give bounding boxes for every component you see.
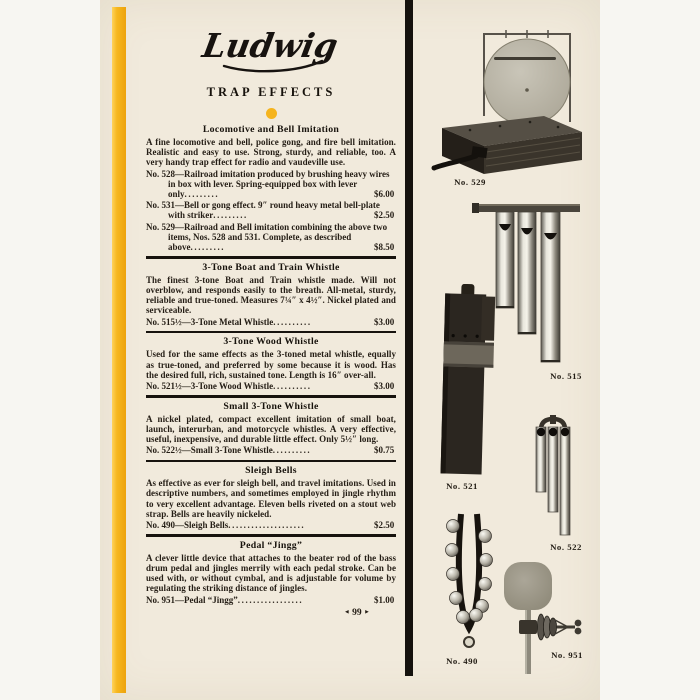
item-price: $2.50 — [374, 210, 395, 221]
item-label: No. 522½—Small 3-Tone Whistle — [146, 445, 273, 456]
text-column — [146, 22, 396, 618]
section-body: A nickel plated, compact excellent imitation of small boat, launch, interurban, and motorcycle whistles. A very effective, useful, inexpensive, and durable little effect. Only 5½″ long. — [146, 413, 396, 445]
item-price: $2.50 — [374, 520, 395, 531]
figure-caption-490: No. 490 — [446, 656, 478, 666]
leader-dots: ................. — [237, 594, 304, 605]
figure-caption-529: No. 529 — [454, 177, 486, 187]
section-locomotive-and-bell-imitation — [146, 124, 396, 259]
item-label: No. 521½—3-Tone Wood Whistle — [146, 381, 274, 392]
right-ornament: ► — [364, 609, 370, 616]
item-label: No. 529—Railroad and Bell imitation combining the above two items, Nos. 528 and 531. Complete, as described above — [146, 221, 388, 253]
catalog-item-951 — [146, 595, 396, 605]
page-footer — [146, 608, 396, 618]
section-3-tone-wood-whistle — [146, 336, 396, 397]
page-number: 99 — [352, 607, 362, 618]
section-pedal-jingg — [146, 540, 396, 605]
section-divider-rule — [146, 395, 396, 398]
wood-whistle-illustration — [436, 284, 496, 476]
item-price: $3.00 — [374, 316, 395, 327]
catalog-page — [100, 0, 600, 700]
section-body: A clever little device that attaches to the beater rod of the bass drum pedal and jingles merrily with each pedal stroke. Can be used with, or without cymbal, and is adjustable for volume by regulating the striking distance of jingles. — [146, 552, 396, 594]
leader-dots: ......... — [184, 189, 220, 200]
ludwig-logo-icon — [196, 22, 346, 78]
brand-header — [146, 22, 396, 80]
item-price: $0.75 — [374, 445, 395, 456]
section-body: The finest 3-tone Boat and Train whistle made. Will not overblow, and responds easily to the breath. All-metal, sturdy, reliable and true-toned. Measures 7¼″ x 4½″. Nickel plated and serviceable. — [146, 274, 396, 316]
figure-caption-951: No. 951 — [551, 650, 583, 660]
figure-521 — [436, 284, 496, 476]
leader-dots: .................... — [228, 520, 306, 531]
section-heading: 3-Tone Boat and Train Whistle — [202, 261, 340, 273]
section-heading: Pedal “Jingg” — [239, 539, 303, 551]
ludwig-logo-text: Ludwig — [199, 26, 341, 65]
figure-caption-522: No. 522 — [550, 542, 582, 552]
catalog-item-529 — [146, 222, 396, 253]
item-label: No. 531—Bell or gong effect. 9″ round heavy metal bell-plate with striker — [146, 200, 380, 221]
catalog-item-515 — [146, 317, 396, 327]
leader-dots: .......... — [273, 316, 312, 327]
section-body: As effective as ever for sleigh bell, and travel imitations. Used in descriptive numbers, and sometimes employed in jingle rhythm to very excellent advantage. Eleven bells riveted on a stout web strap. Bells are heavily nickeled. — [146, 478, 396, 519]
figure-caption-521: No. 521 — [446, 481, 478, 491]
section-body: A fine locomotive and bell, police gong, and fire bell imitation. Realistic and easy to use. Strong, sturdy, and reliable, too. A very handy trap effect for radio and vaudeville use. — [146, 137, 396, 168]
section-heading: Locomotive and Bell Imitation — [202, 124, 340, 135]
item-price: $8.50 — [374, 242, 395, 253]
section-divider-rule — [146, 534, 396, 537]
figure-caption-515: No. 515 — [550, 371, 582, 381]
page-title: TRAP EFFECTS — [206, 85, 336, 99]
left-ornament: ◄ — [343, 609, 350, 616]
figure-529 — [428, 24, 590, 176]
section-divider-rule — [146, 331, 396, 334]
section-sleigh-bells — [146, 465, 396, 537]
catalog-item-522 — [146, 445, 396, 455]
leader-dots: .......... — [272, 445, 312, 456]
figure-490 — [440, 510, 498, 658]
item-label: No. 490—Sleigh Bells — [146, 520, 229, 531]
section-small-3-tone-whistle — [146, 401, 396, 462]
section-divider-rule — [146, 256, 396, 259]
catalog-item-531 — [146, 200, 396, 220]
sleigh-bells-illustration — [440, 510, 498, 658]
catalog-item-490 — [146, 520, 396, 530]
small-whistle-illustration — [527, 414, 579, 540]
item-price: $3.00 — [374, 381, 395, 392]
catalog-item-528 — [146, 169, 396, 200]
item-price: $6.00 — [374, 189, 395, 200]
figure-522 — [527, 414, 579, 540]
yellow-edge-stripe — [112, 7, 126, 693]
item-label: No. 515½—3-Tone Metal Whistle — [146, 316, 274, 327]
section-heading: Sleigh Bells — [245, 465, 297, 477]
leader-dots: ......... — [213, 210, 248, 221]
leader-dots: .......... — [273, 381, 312, 392]
section-heading: 3-Tone Wood Whistle — [223, 336, 319, 348]
item-label: No. 528—Railroad imitation produced by brushing heavy wires in box with lever. Spring-equipped box with lever only — [146, 168, 390, 200]
catalog-item-521 — [146, 381, 396, 391]
item-label: No. 951—Pedal “Jingg” — [146, 594, 238, 605]
section-body: Used for the same effects as the 3-toned metal whistle, equally as true-toned, and preferred by some because it is wood. Has the desired full, rich, sustained tone. Length is 16″ over-all. — [146, 349, 396, 380]
section-3-tone-boat-and-train-whistle — [146, 262, 396, 334]
vertical-column-divider — [405, 0, 413, 676]
yellow-dot-ornament — [266, 108, 277, 119]
railroad-bell-box-illustration — [428, 24, 590, 176]
section-divider-rule — [146, 460, 396, 463]
item-price: $1.00 — [374, 594, 395, 605]
section-heading: Small 3-Tone Whistle — [223, 400, 319, 412]
leader-dots: ......... — [190, 242, 226, 253]
